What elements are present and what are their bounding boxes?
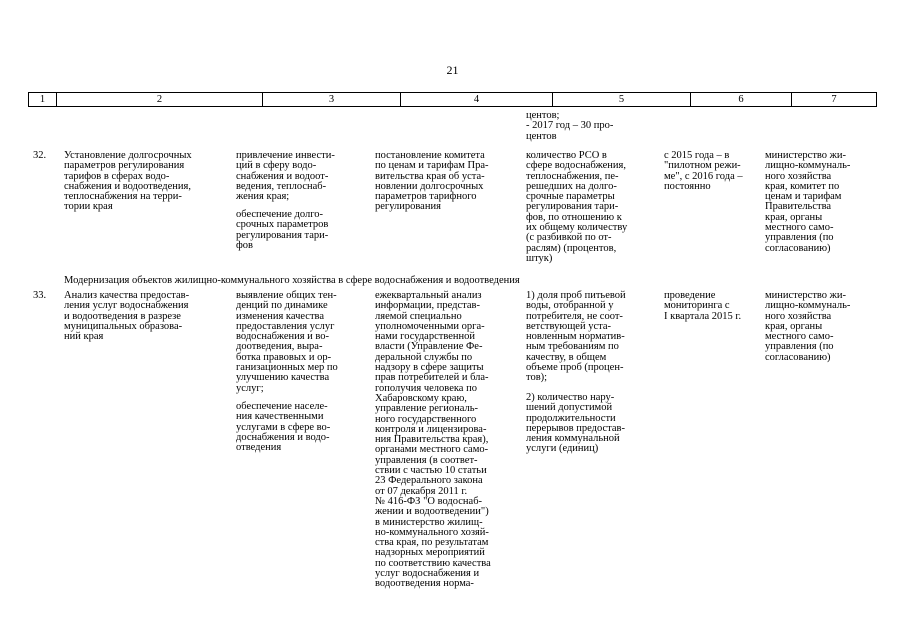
header-col-1: 1	[29, 93, 57, 106]
row33-goal-2: обеспечение населе- ния качественными услугами в сфере во- доснабжения и водо- отведения	[236, 401, 331, 454]
header-col-3: 3	[263, 93, 401, 106]
header-col-2: 2	[57, 93, 263, 106]
row-number-33: 33.	[33, 290, 47, 301]
row32-goal-1: привлечение инвести- ций в сферу водо- снабжения и водоот- ведения, теплоснаб- жения края;	[236, 150, 335, 203]
row33-mechanism: ежеквартальный анализ информации, представ- ляемой специально уполномоченными орга- нами государственной власти (Управление Фе- деральной службы по надзору в сфере защиты прав потребителей и бла- гополучия человека по Хабаровскому краю, управление региональ- ного государственного контроля и лицензирова- ния Правительства края), органами местного само- управления (в соответ- ствии с частью 10 статьи 23 Федерального закона от 07 декабря 2011 г. № 416-ФЗ "О водоснаб- жении и водоотведении") в министерство жилищ- но-коммунального хозяй- ства края, по результатам надзорных мероприятий по соответствию качества услуг водоснабжения и водоотведения норма-	[375, 290, 491, 590]
header-col-6: 6	[691, 93, 792, 106]
row32-indicator: количество РСО в сфере водоснабжения, теплоснабжения, пе- решедших на долго- срочные параметры регулирования тари- фов, по отношению к их общему количеству (с разбивкой по от- раслям) (процентов, штук)	[526, 150, 628, 264]
row33-activity: Анализ качества предостав- ления услуг водоснабжения и водоотведения в разрезе муниципальных образова- ний края	[64, 290, 190, 343]
row32-goal-2: обеспечение долго- срочных параметров регулирования тари- фов	[236, 209, 329, 251]
header-col-7: 7	[831, 94, 837, 105]
row33-timeline: проведение мониторинга с I квартала 2015 г.	[664, 290, 742, 322]
row33-responsible: министерство жи- лищно-коммуналь- ного хозяйства края, органы местного само- управления (по согласованию)	[765, 290, 851, 363]
page-number: 21	[446, 63, 459, 77]
continuation-col5: центов; - 2017 год – 30 про- центов	[526, 110, 614, 142]
row32-activity: Установление долгосрочных параметров регулирования тарифов в сферах водо- снабжения и водоотведения, теплоснабжения на терри- тории края	[64, 150, 192, 213]
table-header	[28, 92, 877, 107]
row32-timeline: с 2015 года – в "пилотном режи- ме", с 2016 года – постоянно	[664, 150, 743, 192]
row32-mechanism: постановление комитета по ценам и тарифам Пра- вительства края об уста- новлении долгосрочных параметров тарифного регулирования	[375, 150, 489, 213]
row32-responsible: министерство жи- лищно-коммуналь- ного хозяйства края, комитет по ценам и тарифам Правительства края, органы местного само- управления (по согласованию)	[765, 150, 851, 254]
section-title: Модернизация объектов жилищно-коммунального хозяйства в сфере водоснабжения и водоотведения	[64, 275, 520, 286]
row-number-32: 32.	[33, 150, 47, 161]
row33-indicator-1: 1) доля проб питьевой воды, отобранной у потребителя, не соот- ветствующей уста- новленным норматив- ным требованиям по качеству, в общем объеме проб (процен- тов);	[526, 290, 626, 384]
header-col-5: 5	[553, 93, 691, 106]
header-col-4: 4	[401, 93, 553, 106]
row33-goal-1: выявление общих тен- денций по динамике изменения качества предоставления услуг водоснабжения и во- доотведения, выра- ботка правовых и ор- ганизационных мер по улучшению качества услуг;	[236, 290, 338, 394]
row33-indicator-2: 2) количество нару- шений допустимой продолжительности перерывов предостав- ления коммунальной услуги (единиц)	[526, 392, 625, 455]
